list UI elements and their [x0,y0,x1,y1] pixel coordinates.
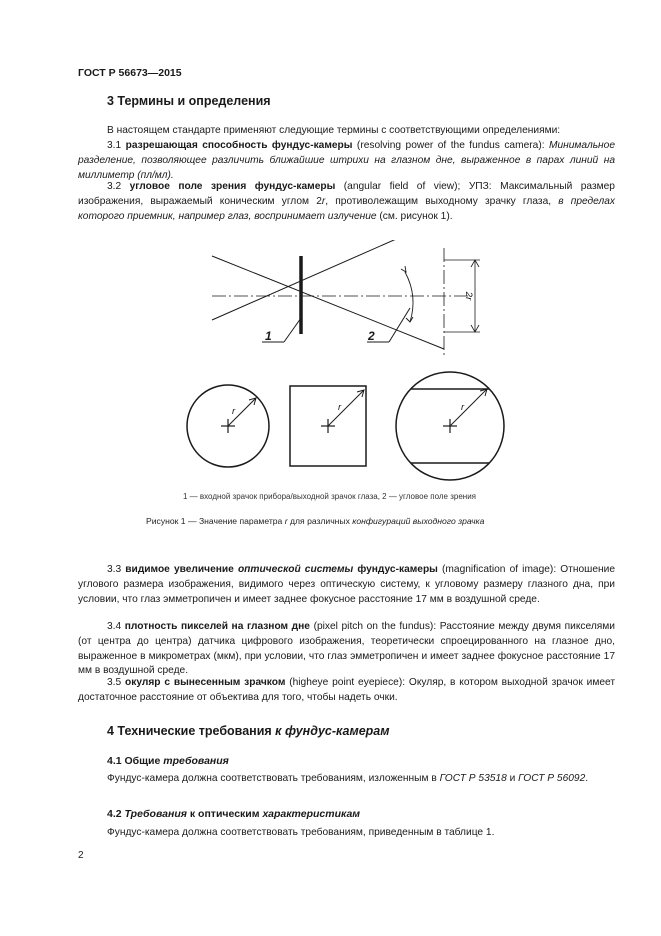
term-name: разрешающая способность фундус-камеры [125,140,353,151]
caption-middle: для различных [287,516,353,526]
reference-gost-56092: ГОСТ Р 56092 [518,773,586,784]
truncated-circle-pupil-shape [396,372,504,480]
figure-caption [146,516,484,526]
label-r-truncated: r [461,402,465,413]
subsection-4-1-title: 4.1 Общие требования [107,755,229,767]
term-number: 3.5 [107,677,125,688]
term-definition: Минимальное разделение, позволяющее различить ближайшие штрихи на глазном дне, выраженное в парах линий на миллиметр (пл/мл). [78,140,615,181]
term-name: окуляр с вынесенным зрачком [125,677,286,688]
label-r-circle: r [232,406,236,417]
term-definition: Расстояние между двумя пикселями (от центра до центра) датчика цифрового изображения, теоретически спроецированного на глазное дно, выраженное в микрометрах (мкм), при условии, что глаз эмметропичен и имеет заднее фокусное расстояние 17 мм в воздушной среде. [78,621,615,677]
page-number: 2 [78,850,84,861]
label-r-square: r [338,402,342,413]
section-3-title: 3 Термины и определения [107,94,271,108]
section-4-title: 4 Технические требования к фундус-камерам [107,724,390,738]
label-2: 2 [368,329,375,343]
term-3-5 [78,676,615,706]
caption-prefix: Рисунок 1 — Значение параметра [146,516,285,526]
circle-pupil-shape [187,385,269,467]
term-3-2 [78,180,615,224]
term-3-3 [78,563,615,607]
term-name-italic: оптической системы [237,564,354,575]
subsection-4-2-text: Фундус-камера должна соответствовать требованиям, приведенным в таблице 1. [107,827,495,838]
term-number: 3.2 [107,181,130,192]
term-number: 3.3 [107,564,126,575]
cone-diagram [212,240,480,358]
intro-paragraph: В настоящем стандарте применяют следующие термины с соответствующими определениями: [107,125,561,136]
figure-legend: 1 — входной зрачок прибора/выходной зрачок глаза, 2 — угловое поле зрения [183,492,477,501]
term-definition-italic: в пределах которого приемник, например глаз, воспринимает излучение [78,195,616,222]
term-3-4 [78,620,615,679]
term-definition: Максимальный размер изображения, выражаемый коническим углом 2 [78,181,615,207]
term-english: (angular field of view); УПЗ: [335,181,501,192]
term-name: плотность пикселей на глазном дне [124,621,310,632]
reference-gost-53518: ГОСТ Р 53518 [439,773,507,784]
term-english: (pixel pitch on the fundus): [309,621,440,632]
caption-italic: конфигураций выходного зрачка [352,516,485,526]
label-1: 1 [265,329,272,343]
term-english: (higheye point eyepiece): [285,677,409,688]
term-name-end: фундус-камеры [353,564,438,575]
subsection-4-1-text: Фундус-камера должна соответствовать требованиям, изложенным в ГОСТ Р 53518 и ГОСТ Р 56092. [107,773,589,784]
figure-reference: (см. рисунок 1). [376,210,453,222]
document-header: ГОСТ Р 56673—2015 [78,67,182,79]
term-definition: Отношение углового размера изображения, видимого через оптическую систему, к угловому размеру глазного дна, при условии, что глаз эмметропичен и имеет заднее фокусное расстояние 17 мм в воздушной среде. [78,564,615,605]
term-english: (magnification of image): [437,564,561,575]
variable-r: r [321,195,326,207]
figure-1 [0,240,661,530]
term-3-1 [78,139,615,183]
term-english: (resolving power of the fundus camera): [352,140,549,151]
square-pupil-shape [290,386,366,466]
caption-variable: r [284,516,288,526]
subsection-4-2-title: 4.2 Требования к оптическим характеристикам [107,808,361,820]
label-2r: 2r [463,291,474,301]
term-definition: Окуляр, в котором выходной зрачок имеет достаточное расстояние от объектива для того, чтобы надеть очки. [78,677,615,703]
term-definition-cont: , противолежащим выходному зрачку глаза, [325,195,559,207]
term-name: угловое поле зрения фундус-камеры [129,181,336,192]
term-number: 3.1 [107,140,126,151]
term-number: 3.4 [107,621,125,632]
term-name: видимое увеличение [125,564,238,575]
